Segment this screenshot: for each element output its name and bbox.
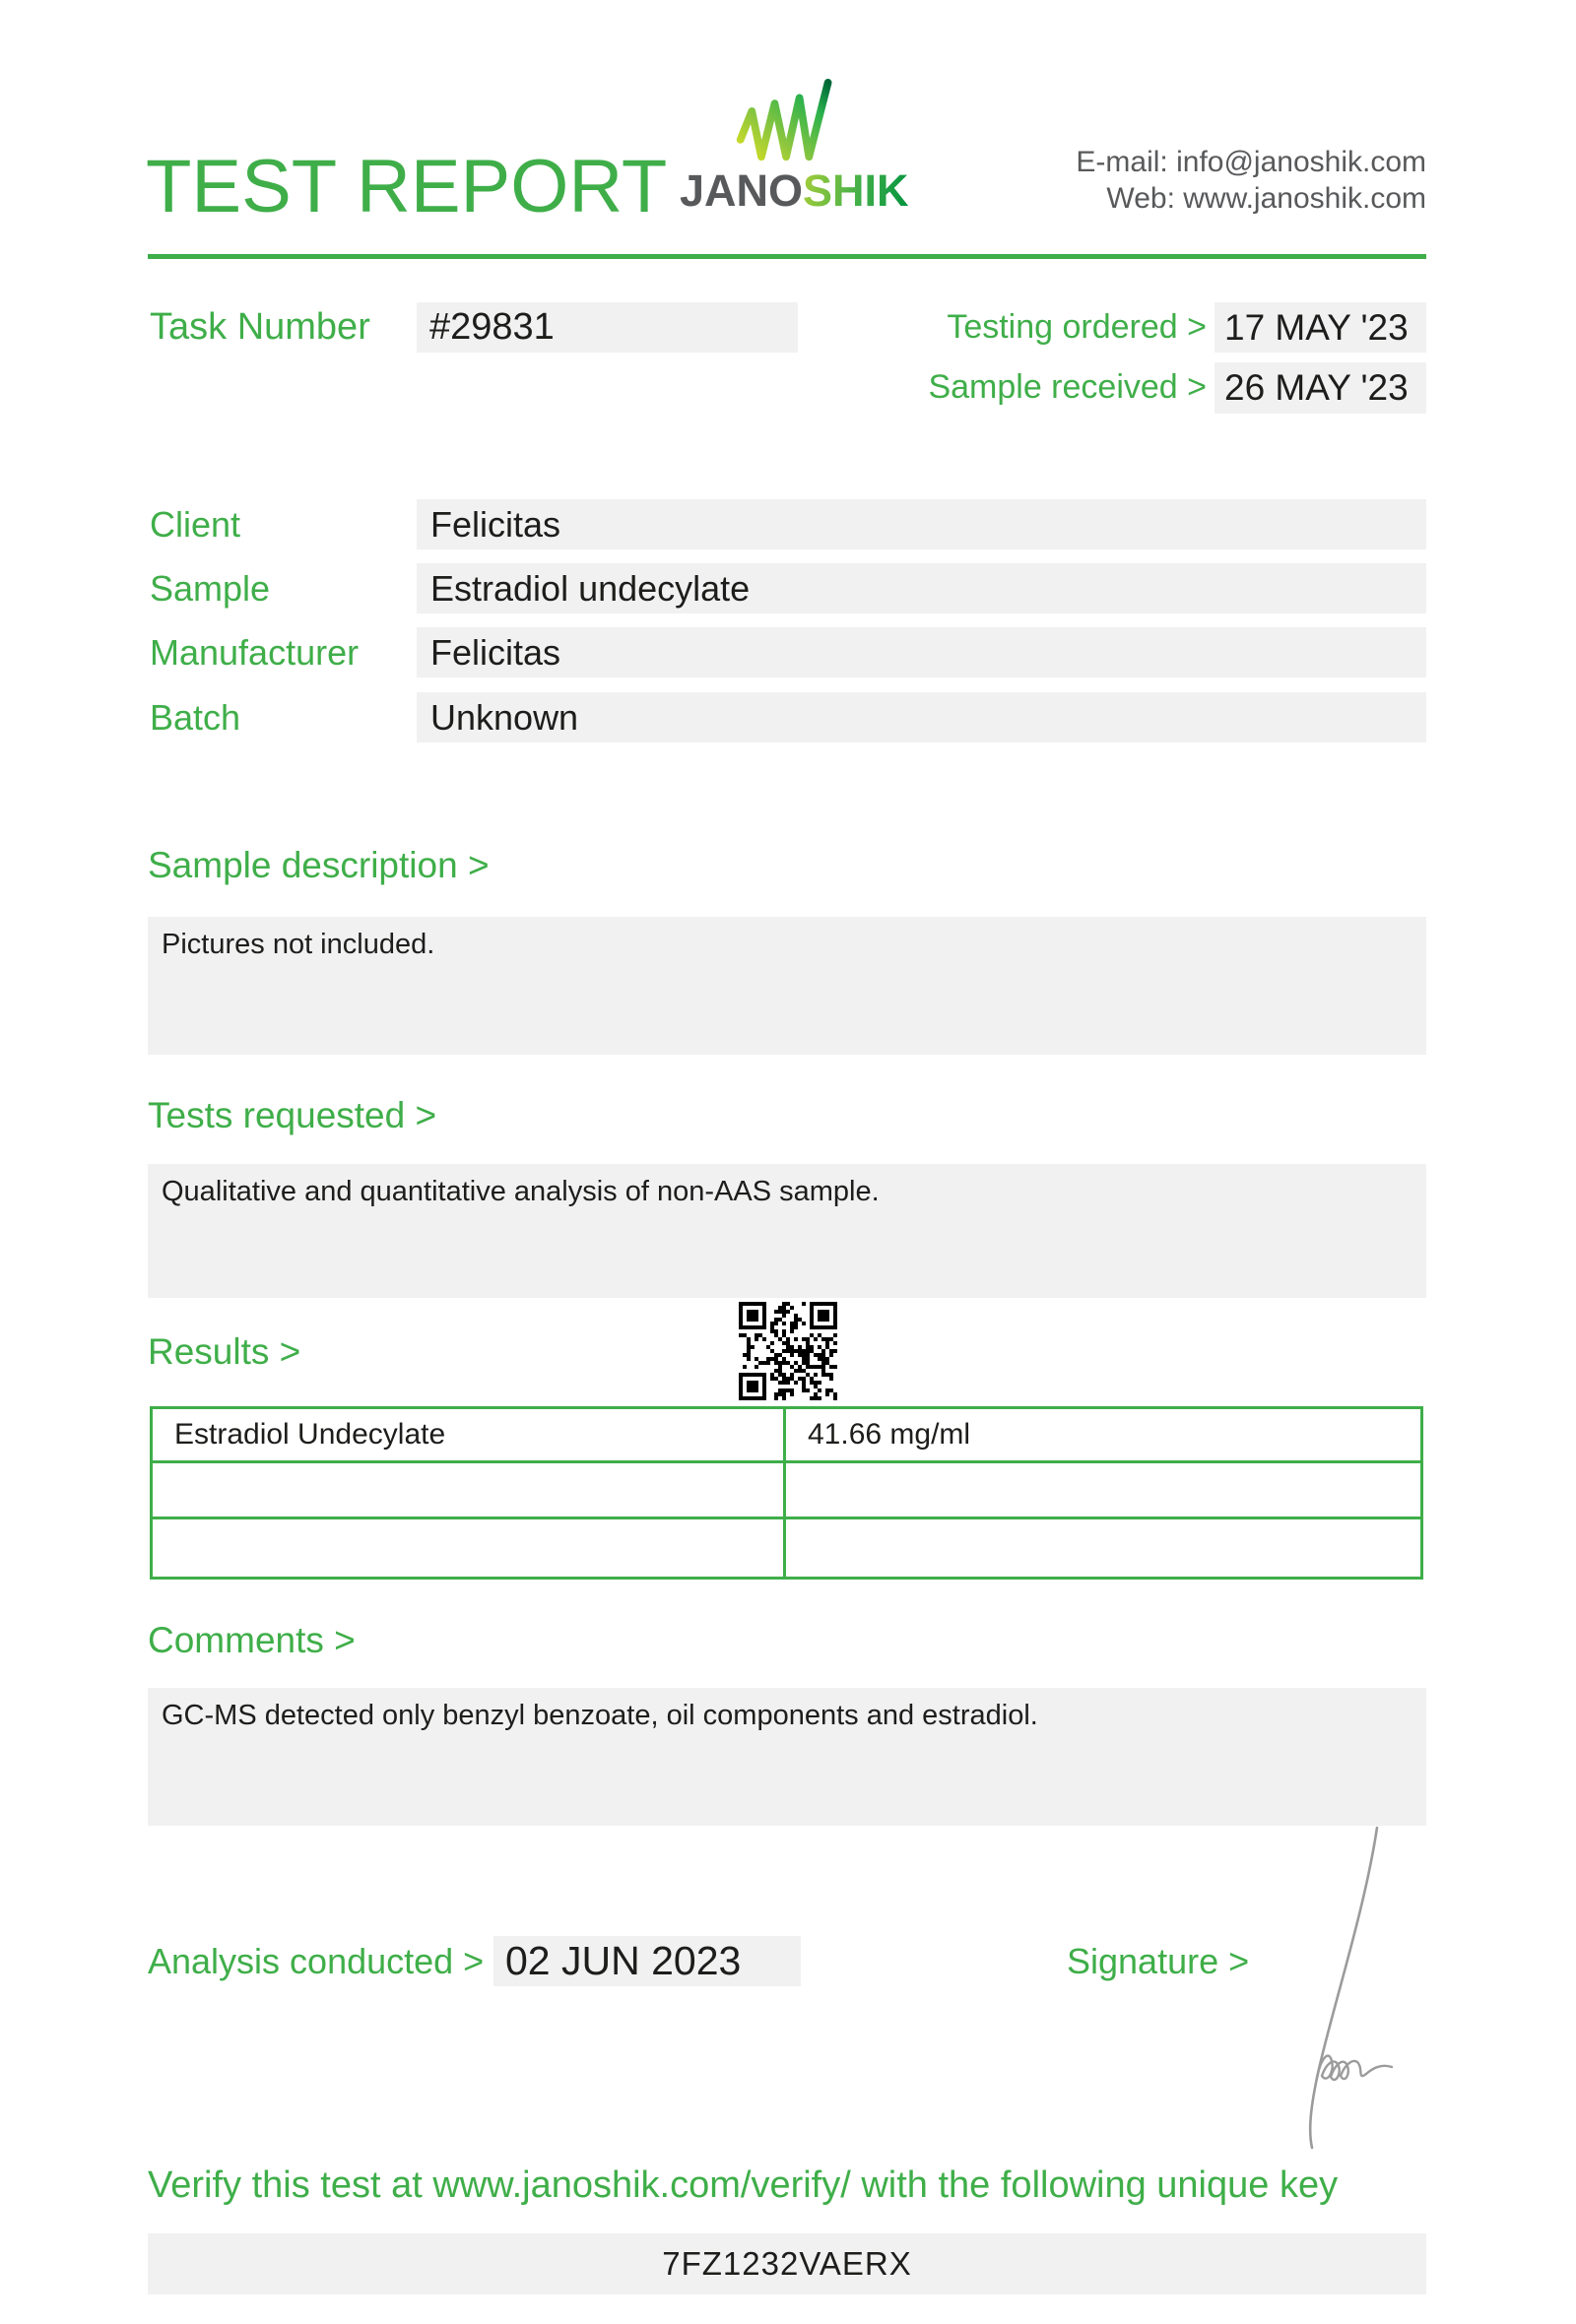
brand-logo <box>680 165 909 217</box>
sample-description-heading: Sample description > <box>148 845 490 885</box>
result-value-cell <box>786 1519 1420 1577</box>
batch-label: Batch <box>150 697 241 738</box>
manufacturer-label: Manufacturer <box>150 632 360 673</box>
manufacturer-value: Felicitas <box>417 627 1426 678</box>
testing-ordered-value: 17 MAY '23 <box>1215 302 1426 353</box>
signature-label: Signature > <box>1067 1941 1250 1981</box>
verify-key: 7FZ1232VAERX <box>148 2233 1426 2294</box>
result-substance-cell <box>153 1519 786 1577</box>
sample-received-label: Sample received > <box>928 368 1207 406</box>
contact-info <box>1076 144 1426 217</box>
comments-text: GC-MS detected only benzyl benzoate, oil components and estradiol. <box>162 1700 1038 1731</box>
tests-requested-heading: Tests requested > <box>148 1095 437 1135</box>
analysis-conducted-value: 02 JUN 2023 <box>493 1936 801 1986</box>
header-divider <box>148 254 1426 259</box>
signature-image <box>1285 1820 1413 2164</box>
brand-jano: JANO <box>680 165 804 216</box>
contact-email: E-mail: info@janoshik.com <box>1076 146 1426 178</box>
task-number-label: Task Number <box>150 306 370 348</box>
result-substance-cell: Estradiol Undecylate <box>153 1409 786 1463</box>
sample-description-text: Pictures not included. <box>162 929 435 960</box>
contact-web: Web: www.janoshik.com <box>1106 182 1426 215</box>
result-substance-cell <box>153 1463 786 1519</box>
results-table <box>150 1406 1423 1580</box>
comments-heading: Comments > <box>148 1620 356 1660</box>
testing-ordered-label: Testing ordered > <box>947 308 1207 346</box>
task-number-value: #29831 <box>417 302 798 353</box>
qr-code <box>739 1302 837 1400</box>
analysis-conducted-label: Analysis conducted > <box>148 1941 485 1981</box>
sample-label: Sample <box>150 568 271 609</box>
results-heading: Results > <box>148 1331 301 1372</box>
result-value-cell <box>786 1463 1420 1519</box>
sample-description-box <box>148 917 1426 1055</box>
logo-chart-icon <box>731 77 845 167</box>
tests-requested-box <box>148 1164 1426 1298</box>
batch-value: Unknown <box>417 692 1426 742</box>
client-value: Felicitas <box>417 499 1426 549</box>
result-value-cell: 41.66 mg/ml <box>786 1409 1420 1463</box>
verify-instruction: Verify this test at www.janoshik.com/verify/ with the following unique key <box>148 2164 1339 2206</box>
client-label: Client <box>150 504 241 545</box>
sample-value: Estradiol undecylate <box>417 563 1426 613</box>
page-title: TEST REPORT <box>146 145 668 228</box>
comments-box <box>148 1688 1426 1826</box>
brand-shik: SHIK <box>803 165 909 216</box>
tests-requested-text: Qualitative and quantitative analysis of non-AAS sample. <box>162 1176 880 1207</box>
sample-received-value: 26 MAY '23 <box>1215 362 1426 414</box>
